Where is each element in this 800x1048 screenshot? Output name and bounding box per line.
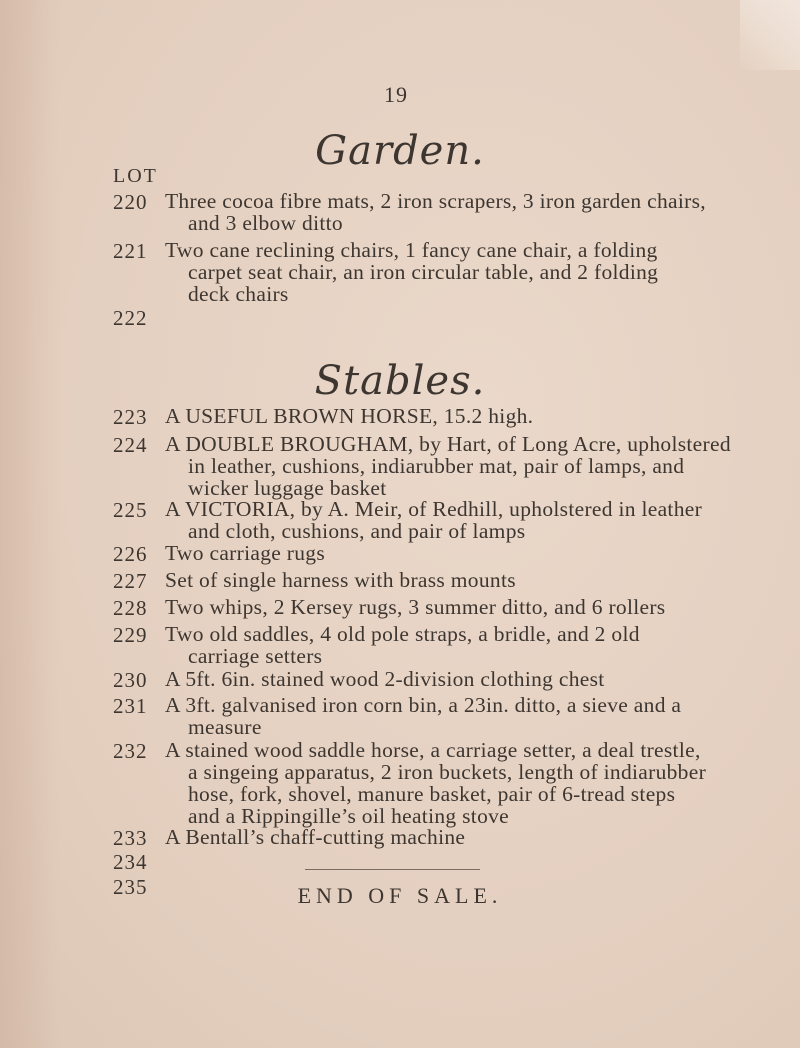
lot-description-line: A DOUBLE BROUGHAM, by Hart, of Long Acre, upholstered	[165, 432, 731, 456]
lot-description-line: Two cane reclining chairs, 1 fancy cane chair, a folding	[165, 238, 658, 262]
stables-heading: Stables.	[314, 358, 486, 404]
lot-description-line: carriage setters	[188, 644, 323, 668]
lot-number: 221	[113, 239, 148, 263]
lot-description	[165, 739, 785, 827]
lot-description	[165, 668, 785, 690]
lot-number: 225	[113, 498, 148, 522]
lot-number: 235	[113, 875, 148, 899]
lot-description-line: and cloth, cushions, and pair of lamps	[188, 519, 526, 543]
page-number: 19	[384, 82, 408, 107]
lot-description-line: Set of single harness with brass mounts	[165, 568, 516, 592]
lot-description-line: Three cocoa fibre mats, 2 iron scrapers, 3 iron garden chairs,	[165, 189, 706, 213]
lot-description-line: measure	[188, 715, 262, 739]
lot-description	[165, 569, 785, 591]
lot-description-line: in leather, cushions, indiarubber mat, pair of lamps, and	[188, 454, 685, 478]
end-divider-rule	[305, 869, 480, 870]
lot-number: 231	[113, 694, 148, 718]
lot-description-line: a singeing apparatus, 2 iron buckets, length of indiarubber	[188, 760, 707, 784]
lot-description-line: and a Rippingille’s oil heating stove	[188, 804, 510, 828]
lot-description-line: A 3ft. galvanised iron corn bin, a 23in. ditto, a sieve and a	[165, 693, 682, 717]
lot-number: 224	[113, 433, 148, 457]
lot-description	[165, 596, 785, 618]
lot-number: 229	[113, 623, 148, 647]
lot-description-line: A Bentall’s chaff-cutting machine	[165, 825, 466, 849]
lot-description-line: Two whips, 2 Kersey rugs, 3 summer ditto, and 6 rollers	[165, 595, 666, 619]
lot-number: 222	[113, 306, 148, 330]
lot-description-line: carpet seat chair, an iron circular table, and 2 folding	[188, 260, 659, 284]
lot-number: 230	[113, 668, 148, 692]
lot-description-line: A stained wood saddle horse, a carriage setter, a deal trestle,	[165, 738, 701, 762]
lot-description	[165, 190, 785, 234]
lot-number: 226	[113, 542, 148, 566]
lot-column-header: LOT	[113, 165, 158, 187]
end-of-sale-text: END OF SALE.	[297, 883, 503, 908]
lot-description-line: Two old saddles, 4 old pole straps, a bridle, and 2 old	[165, 622, 640, 646]
lot-description	[165, 433, 785, 499]
lot-description-line: A USEFUL BROWN HORSE, 15.2 high.	[165, 404, 534, 428]
lot-number: 234	[113, 850, 148, 874]
lot-description-line: deck chairs	[188, 282, 289, 306]
lot-description-line: wicker luggage basket	[188, 476, 387, 500]
lot-description	[165, 623, 785, 667]
lot-description	[165, 239, 785, 305]
lot-description-line: and 3 elbow ditto	[188, 211, 343, 235]
lot-number: 223	[113, 405, 148, 429]
lot-number: 233	[113, 826, 148, 850]
lot-description-line: Two carriage rugs	[165, 541, 325, 565]
lot-description	[165, 542, 785, 564]
lot-description	[165, 405, 785, 427]
lot-number: 220	[113, 190, 148, 214]
lot-description	[165, 694, 785, 738]
lot-description-line: hose, fork, shovel, manure basket, pair of 6-tread steps	[188, 782, 676, 806]
paper-corner	[740, 0, 800, 70]
garden-heading: Garden.	[315, 128, 485, 174]
lot-description-line: A VICTORIA, by A. Meir, of Redhill, upholstered in leather	[165, 497, 703, 521]
lot-description-line: A 5ft. 6in. stained wood 2-division clothing chest	[165, 667, 605, 691]
lot-number: 228	[113, 596, 148, 620]
lot-number: 227	[113, 569, 148, 593]
lot-description	[165, 498, 785, 542]
lot-number: 232	[113, 739, 148, 763]
lot-description	[165, 826, 785, 848]
